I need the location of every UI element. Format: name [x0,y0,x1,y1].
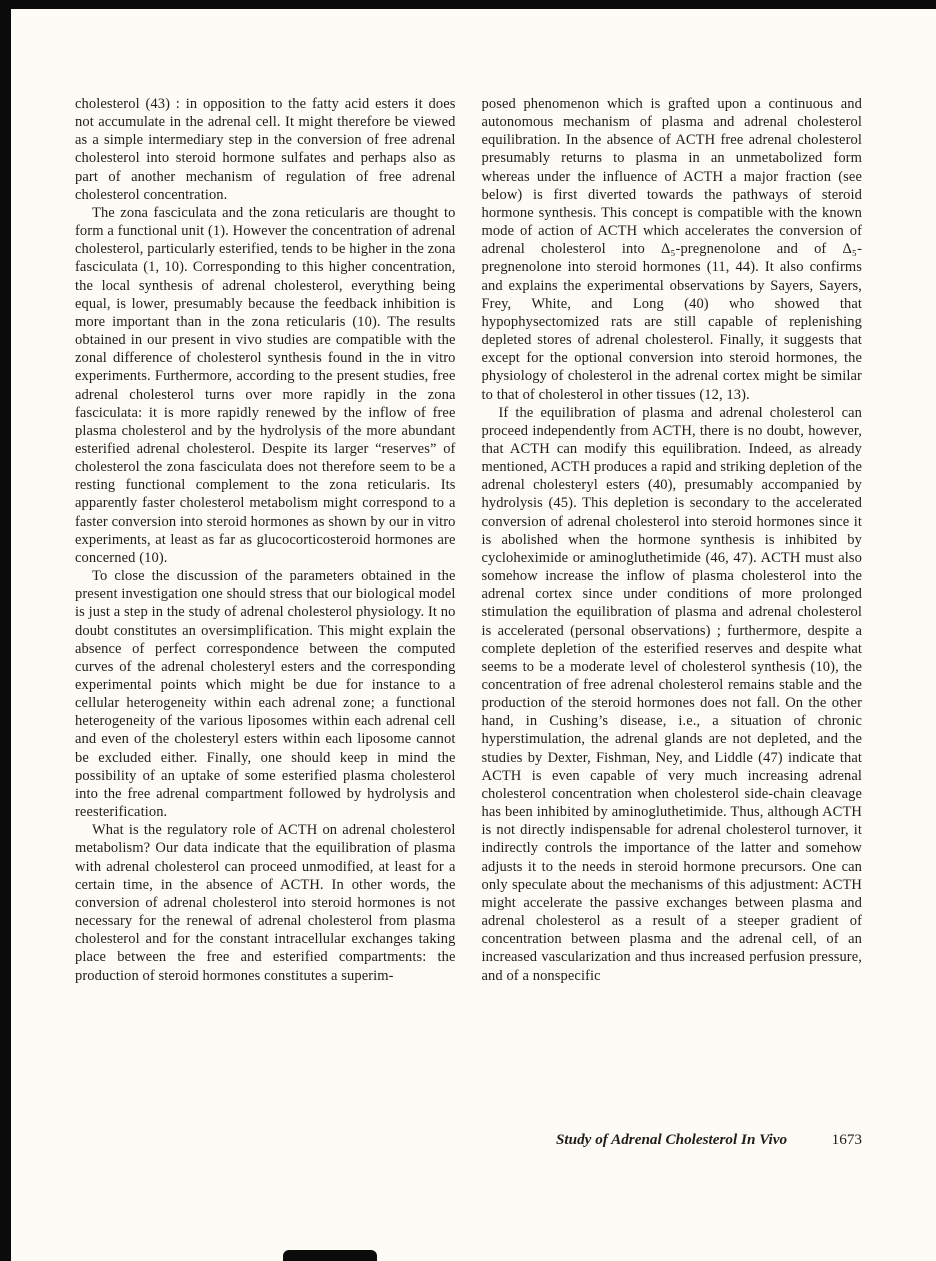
right-column [482,95,863,985]
paragraph: To close the discussion of the parameters obtained in the present investigation one should stress that our biological model is just a step in the study of adrenal cholesterol physiology. It no doubt constitutes an oversimplification. This might explain the absence of perfect correspondence between the computed curves of the adrenal cholesteryl esters and the corresponding experimental points which might be due for instance to a cellular heterogeneity within each adrenal zone; a functional heterogeneity of the various liposomes within each adrenal cell and even of the cholesteryl esters within each liposome cannot be excluded either. Finally, one should keep in mind the possibility of an uptake of some esterified plasma cholesterol into the free adrenal compartment followed by hydrolysis and reesterification. [75,568,456,821]
left-column [75,95,456,985]
paragraph: The zona fasciculata and the zona reticularis are thought to form a functional unit (1). However the concentration of adrenal cholesterol, particularly esterified, tends to be higher in the zona fasciculata (1, 10). Corresponding to this higher concentration, the local synthesis of adrenal cholesterol, everything being equal, is lower, presumably because the feedback inhibition is more important than in the zona reticularis (10). The results obtained in our present in vivo studies are compatible with the zonal difference of cholesterol synthesis found in the in vitro experiments. Furthermore, according to the present studies, free adrenal cholesterol turns over more rapidly in the zona fasciculata: it is more rapidly renewed by the inflow of free plasma cholesterol and by the hydrolysis of the more abundant esterified adrenal cholesterol. Despite its larger “reserves” of cholesterol the zona fasciculata does not therefore seem to be a resting functional complement to the zona reticularis. Its apparently faster cholesterol metabolism might correspond to a faster conversion into steroid hormones as shown by our in vitro experiments, at least as far as glucocorticosteroid hormones are concerned (10). [75,204,456,566]
running-title: Study of Adrenal Cholesterol In Vivo [555,1131,788,1148]
scan-edge-top [0,0,936,9]
page-number: 1673 [831,1131,862,1148]
page-footer [481,1131,862,1153]
two-column-text-body [75,95,862,985]
paragraph: cholesterol (43) : in opposition to the fatty acid esters it does not accumulate in the adrenal cell. It might therefore be viewed as a simple intermediary step in the conversion of free adrenal cholesterol into steroid hormone sulfates and perhaps also as part of another mechanism of regulation of free adrenal cholesterol concentration. [75,96,456,203]
scan-artifact-bottom [283,1250,377,1261]
paragraph: If the equilibration of plasma and adrenal cholesterol can proceed independently from ACTH, there is no doubt, however, that ACTH can modify this equilibration. Indeed, as already mentioned, ACTH produces a rapid and striking depletion of the adrenal cholesteryl esters (40), presumably accompanied by hydrolysis (45). This depletion is secondary to the accelerated conversion of adrenal cholesterol into steroid hormones since it is abolished when the hormone synthesis is inhibited by cycloheximide or aminogluthetimide (46, 47). ACTH must also somehow increase the inflow of plasma cholesterol into the adrenal cortex since under conditions of more prolonged stimulation the equilibration of plasma and adrenal cholesterol is accelerated (personal observations) ; furthermore, despite a complete depletion of the esterified reserves and despite what seems to be a moderate level of cholesterol synthesis (10), the concentration of free adrenal cholesterol remains stable and the production of the steroid hormones does not fall. On the other hand, in Cushing’s disease, i.e., a situation of chronic hyperstimulation, the adrenal glands are not depleted, and the studies by Dexter, Fishman, Ney, and Liddle (47) indicate that ACTH is even capable of very much increasing adrenal cholesterol concentration when cholesterol side-chain cleavage has been inhibited by aminogluthetimide. Thus, although ACTH is not directly indispensable for adrenal cholesterol turnover, it indirectly controls the importance of the latter and somehow adjusts it to the needs in steroid hormone precursors. One can only speculate about the mechanisms of this adjustment: ACTH might accelerate the passive exchanges between plasma and adrenal cholesterol as a result of a steeper gradient of concentration between plasma and the adrenal cell, of an increased vascularization and thus increased perfusion pressure, and of a nonspecific [481,404,862,984]
paragraph: posed phenomenon which is grafted upon a continuous and autonomous mechanism of plasma and adrenal cholesterol equilibration. In the absence of ACTH free adrenal cholesterol presumably returns to plasma in an unmetabolized form whereas under the influence of ACTH a major fraction (see below) is first diverted towards the pathways of steroid hormone synthesis. This concept is compatible with the known mode of action of ACTH which accelerates the conversion of adrenal cholesterol into Δ₅-pregnenolone and of Δ₅-pregnenolone into steroid hormones (11, 44). It also confirms and explains the experimental observations by Sayers, Sayers, Frey, White, and Long (40) who showed that hypophysectomized rats are still capable of replenishing depleted stores of adrenal cholesterol. Finally, it suggests that except for the optional conversion into steroid hormones, the physiology of cholesterol in the adrenal cortex might be similar to that of cholesterol in other tissues (12, 13). [481,96,862,403]
paragraph: What is the regulatory role of ACTH on adrenal cholesterol metabolism? Our data indicate that the equilibration of plasma with adrenal cholesterol can proceed unmodified, at least for a certain time, in the absence of ACTH. In other words, the conversion of adrenal cholesterol into steroid hormones is not necessary for the renewal of adrenal cholesterol from plasma cholesterol and for the constant intracellular exchanges taking place between the free and esterified compartments: the production of steroid hormones constitutes a superim- [75,822,456,984]
scan-edge-left [0,0,11,1261]
